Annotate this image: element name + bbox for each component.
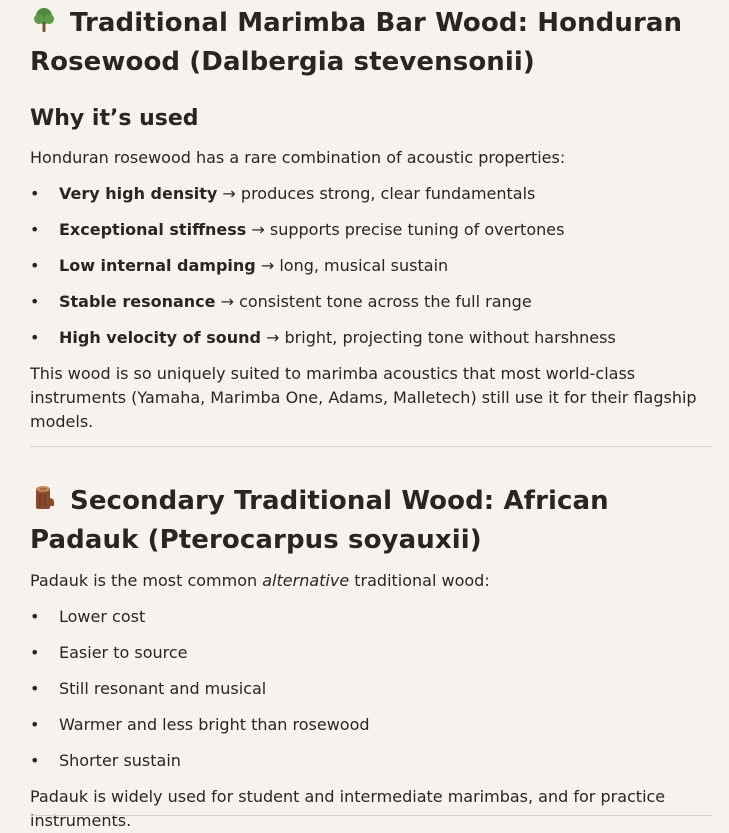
wood-log-icon: [30, 484, 58, 522]
section1-list: [30, 182, 712, 350]
list-item: [30, 641, 712, 665]
item-text: Easier to source: [59, 643, 188, 662]
section2-title: [30, 447, 712, 558]
bullet: •: [30, 256, 40, 275]
item-term: Very high density: [59, 184, 218, 203]
item-text: Shorter sustain: [59, 751, 181, 770]
bullet: •: [30, 607, 40, 626]
section2-list: [30, 605, 712, 773]
bullet: •: [30, 679, 40, 698]
item-desc: → long, musical sustain: [255, 256, 449, 275]
section2-intro: [30, 558, 712, 593]
list-item: [30, 749, 712, 773]
list-item: [30, 713, 712, 737]
intro-emphasis: alternative: [262, 571, 350, 590]
list-item: [30, 182, 712, 206]
bullet: •: [30, 715, 40, 734]
item-text: Still resonant and musical: [59, 679, 267, 698]
bullet: •: [30, 184, 40, 203]
bullet: •: [30, 220, 40, 239]
bullet: •: [30, 292, 40, 311]
bullet: •: [30, 643, 40, 662]
item-desc: → produces strong, clear fundamentals: [217, 184, 536, 203]
divider: [30, 815, 712, 816]
intro-text: traditional wood:: [349, 571, 490, 590]
item-desc: → supports precise tuning of overtones: [246, 220, 565, 239]
section1-intro: Honduran rosewood has a rare combination of acoustic properties:: [30, 148, 566, 167]
deciduous-tree-icon: [30, 6, 58, 44]
list-item: [30, 677, 712, 701]
bullet: •: [30, 751, 40, 770]
list-item: [30, 218, 712, 242]
list-item: [30, 605, 712, 629]
section1-title: [30, 0, 712, 80]
item-desc: → bright, projecting tone without harshness: [260, 328, 616, 347]
bullet: •: [30, 328, 40, 347]
list-item: [30, 254, 712, 278]
list-item: [30, 326, 712, 350]
item-term: Low internal damping: [59, 256, 256, 275]
item-desc: → consistent tone across the full range: [215, 292, 532, 311]
section2-closing: Padauk is widely used for student and intermediate marimbas, and for practice instruments.: [30, 787, 666, 830]
section1-closing: This wood is so uniquely suited to marimba acoustics that most world-class instruments (Yamaha, Marimba One, Adams, Malletech) still use it for their flagship models.: [30, 364, 697, 431]
section2-title-text: Secondary Traditional Wood: African Padauk (Pterocarpus soyauxii): [30, 486, 609, 555]
intro-text: Padauk is the most common: [30, 571, 263, 590]
item-term: High velocity of sound: [59, 328, 261, 347]
section1-title-text: Traditional Marimba Bar Wood: Honduran Rosewood (Dalbergia stevensonii): [30, 8, 683, 77]
item-term: Stable resonance: [59, 292, 216, 311]
list-item: [30, 290, 712, 314]
section1-subheading: Why it’s used: [30, 106, 199, 131]
item-term: Exceptional stiffness: [59, 220, 247, 239]
item-text: Lower cost: [59, 607, 146, 626]
item-text: Warmer and less bright than rosewood: [59, 715, 370, 734]
